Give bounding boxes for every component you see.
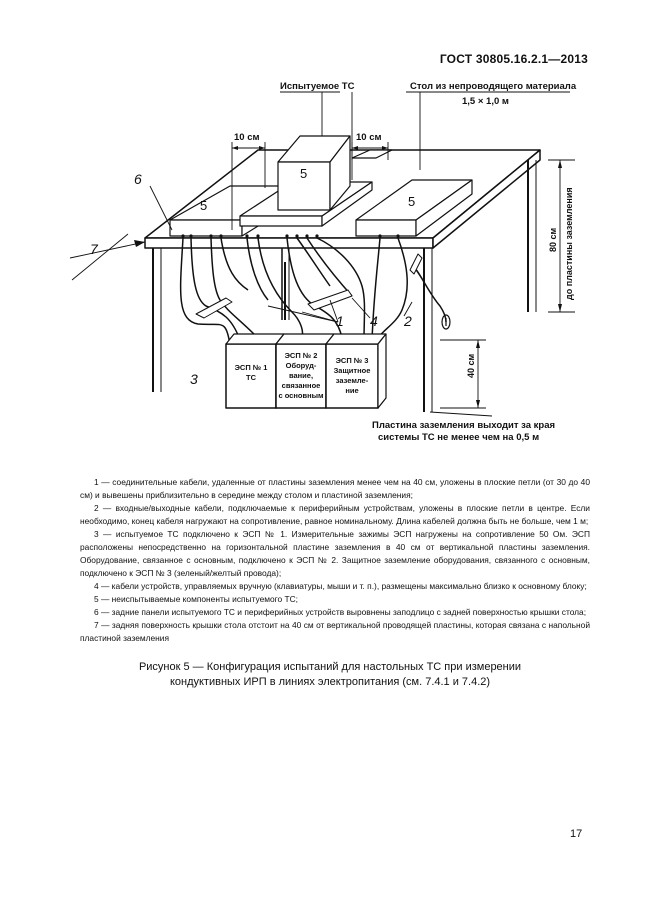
callout-1: 1 <box>336 313 344 329</box>
caption-line-1: Рисунок 5 — Конфигурация испытаний для настольных ТС при измерении <box>138 661 522 673</box>
callout-3: 3 <box>190 371 198 387</box>
label-10cm-right: 10 см <box>356 132 382 143</box>
caption-line-2: кондуктивных ИРП в линиях электропитания (см. 7.4.1 и 7.4.2) <box>169 676 491 688</box>
callout-6: 6 <box>134 171 142 187</box>
lisn3-line2: Защитное <box>333 366 371 375</box>
lisn2-line4: связанное <box>281 381 321 390</box>
callout-4: 4 <box>370 313 378 329</box>
lisn2-line3: вание, <box>288 371 314 380</box>
legend-item-7: 7 — задняя поверхность крышки стола отстоит на 40 см от вертикальной проводящей пластины, которая связана с напольной пластиной заземления <box>80 620 590 643</box>
lisn3-line3: заземле- <box>335 376 369 385</box>
page-number: 17 <box>570 828 583 840</box>
figure-legend <box>80 476 590 645</box>
lisn3-line1: ЭСП № 3 <box>335 356 369 365</box>
eut-block <box>278 136 350 210</box>
callout-2: 2 <box>404 313 412 329</box>
label-eut: Испытуемое ТС <box>280 81 355 92</box>
legend-item-6: 6 — задние панели испытуемого ТС и периферийных устройств выровнены заподлицо с задней поверхностью крышки стола; <box>94 607 587 617</box>
figure-caption <box>120 660 540 690</box>
cable-ties <box>196 254 422 318</box>
label-80cm-value: 80 см <box>548 227 558 252</box>
callout-7: 7 <box>90 241 98 257</box>
document-header: ГОСТ 30805.16.2.1—2013 <box>439 52 588 66</box>
label-10cm-left: 10 см <box>234 132 260 143</box>
legend-item-1: 1 — соединительные кабели, удаленные от пластины заземления менее чем на 40 см, уложены в плоские петли (от 30 до 40 см) и вывешены приблизительно в середине между столом и пластиной заземления; <box>80 477 590 500</box>
label-table-size: 1,5 × 1,0 м <box>462 96 509 107</box>
lisn1-line2: ТС <box>246 373 256 382</box>
label-80cm-text: до пластины заземления <box>564 187 574 300</box>
lisn3-line4: ние <box>345 386 359 395</box>
lisn2-line5: с основным <box>278 391 324 400</box>
lisn1-line1: ЭСП № 1 <box>234 363 268 372</box>
box-5-right: 5 <box>408 194 416 209</box>
label-40cm: 40 см <box>466 353 476 378</box>
box-5-center: 5 <box>300 166 308 181</box>
lisn2-line1: ЭСП № 2 <box>284 351 318 360</box>
label-table: Стол из непроводящего материала <box>410 81 577 92</box>
dim-40cm <box>440 340 486 408</box>
legend-item-3: 3 — испытуемое ТС подключено к ЭСП № 1. Измерительные зажимы ЭСП нагружены на сопротивление 50 Ом. ЭСП расположены непосредственно на горизонтальной пластине заземления в 40 см от вертикальной пластины заземления. Оборудование, связанное с основным, подключено к ЭСП № 2. Защитное заземление оборудования, связанного с основным, подключено к ЭСП № 3 (зеленый/желтый провода); <box>80 529 590 578</box>
legend-item-4: 4 — кабели устройств, управляемых вручную (клавиатуры, мыши и т. п.), размещены максимально близко к основному блоку; <box>94 581 587 591</box>
legend-item-5: 5 — неиспытываемые компоненты испытуемого ТС; <box>94 594 298 604</box>
lisn2-line2: Оборуд- <box>285 361 317 370</box>
label-plate-line1: Пластина заземления выходит за края <box>372 420 556 431</box>
legend-item-2: 2 — входные/выходные кабели, подключаемые к периферийным устройствам, уложены в плоские петли в центре. Если необходимо, конец кабеля нагружают на сопротивление, равное номинальному. Длина кабелей должна быть не больше, чем 1 м; <box>80 503 590 526</box>
box-5-left: 5 <box>200 198 208 213</box>
label-plate-line2: системы ТС не менее чем на 0,5 м <box>378 432 540 443</box>
